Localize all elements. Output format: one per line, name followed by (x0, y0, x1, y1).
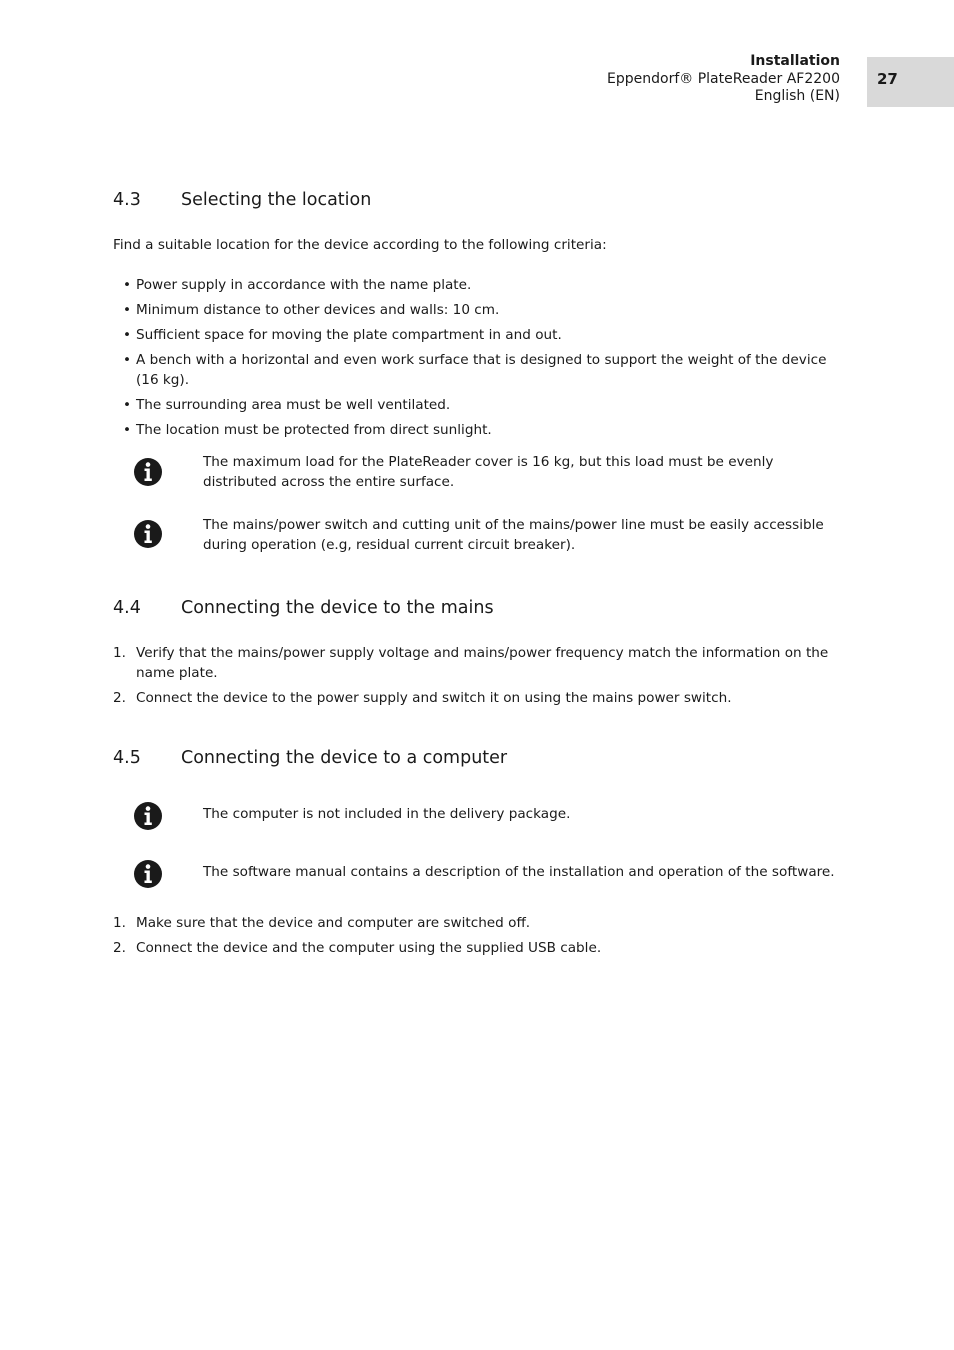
page-number-tab (867, 57, 954, 107)
chapter-title: Installation (750, 53, 840, 69)
step-number: 2. (113, 690, 126, 706)
section-title: Selecting the location (181, 190, 372, 210)
section-title: Connecting the device to the mains (181, 598, 494, 618)
section-title: Connecting the device to a computer (181, 748, 508, 768)
list-item: • Sufficient space for moving the plate compartment in and out. (113, 325, 843, 345)
document-language: English (EN) (754, 88, 840, 104)
info-icon (133, 519, 163, 549)
list-item: • Minimum distance to other devices and walls: 10 cm. (113, 300, 843, 320)
step-text: Connect the device and the computer using the supplied USB cable. (136, 940, 602, 956)
step-text: Verify that the mains/power supply voltage and mains/power frequency match the information on the name plate. (136, 645, 829, 681)
list-item: • A bench with a horizontal and even work surface that is designed to support the weight of the device (16 kg). (113, 350, 843, 390)
intro-paragraph: Find a suitable location for the device according to the following criteria: (113, 237, 607, 253)
step-number: 1. (113, 645, 126, 661)
step-number: 2. (113, 940, 126, 956)
step-text: Make sure that the device and computer are switched off. (136, 915, 531, 931)
running-header (607, 53, 840, 106)
product-name: Eppendorf® PlateReader AF2200 (607, 70, 840, 87)
section-heading (113, 748, 507, 768)
location-criteria-list (113, 275, 843, 445)
section-heading (113, 598, 494, 618)
list-item (113, 938, 843, 958)
computer-steps-list (113, 913, 843, 963)
note-text: The maximum load for the PlateReader cover is 16 kg, but this load must be evenly distributed across the entire surface. (203, 454, 774, 490)
info-icon (133, 801, 163, 831)
note-text: The mains/power switch and cutting unit of the mains/power line must be easily accessible during operation (e.g, residual current circuit breaker). (203, 517, 824, 553)
note-text: The software manual contains a description of the installation and operation of the software. (203, 864, 835, 880)
section-number: 4.4 (113, 598, 141, 618)
list-item: • The location must be protected from direct sunlight. (113, 420, 843, 440)
mains-steps-list (113, 643, 843, 713)
step-text: Connect the device to the power supply and switch it on using the mains power switch. (136, 690, 732, 706)
section-number: 4.3 (113, 190, 141, 210)
page-number: 27 (877, 70, 898, 88)
list-item: • The surrounding area must be well ventilated. (113, 395, 843, 415)
note-text: The computer is not included in the delivery package. (203, 806, 571, 822)
info-icon (133, 859, 163, 889)
list-item (113, 913, 843, 933)
step-number: 1. (113, 915, 126, 931)
info-icon (133, 457, 163, 487)
section-heading (113, 190, 371, 210)
list-item (113, 688, 843, 708)
section-number: 4.5 (113, 748, 141, 768)
list-item: • Power supply in accordance with the name plate. (113, 275, 843, 295)
list-item (113, 643, 843, 683)
